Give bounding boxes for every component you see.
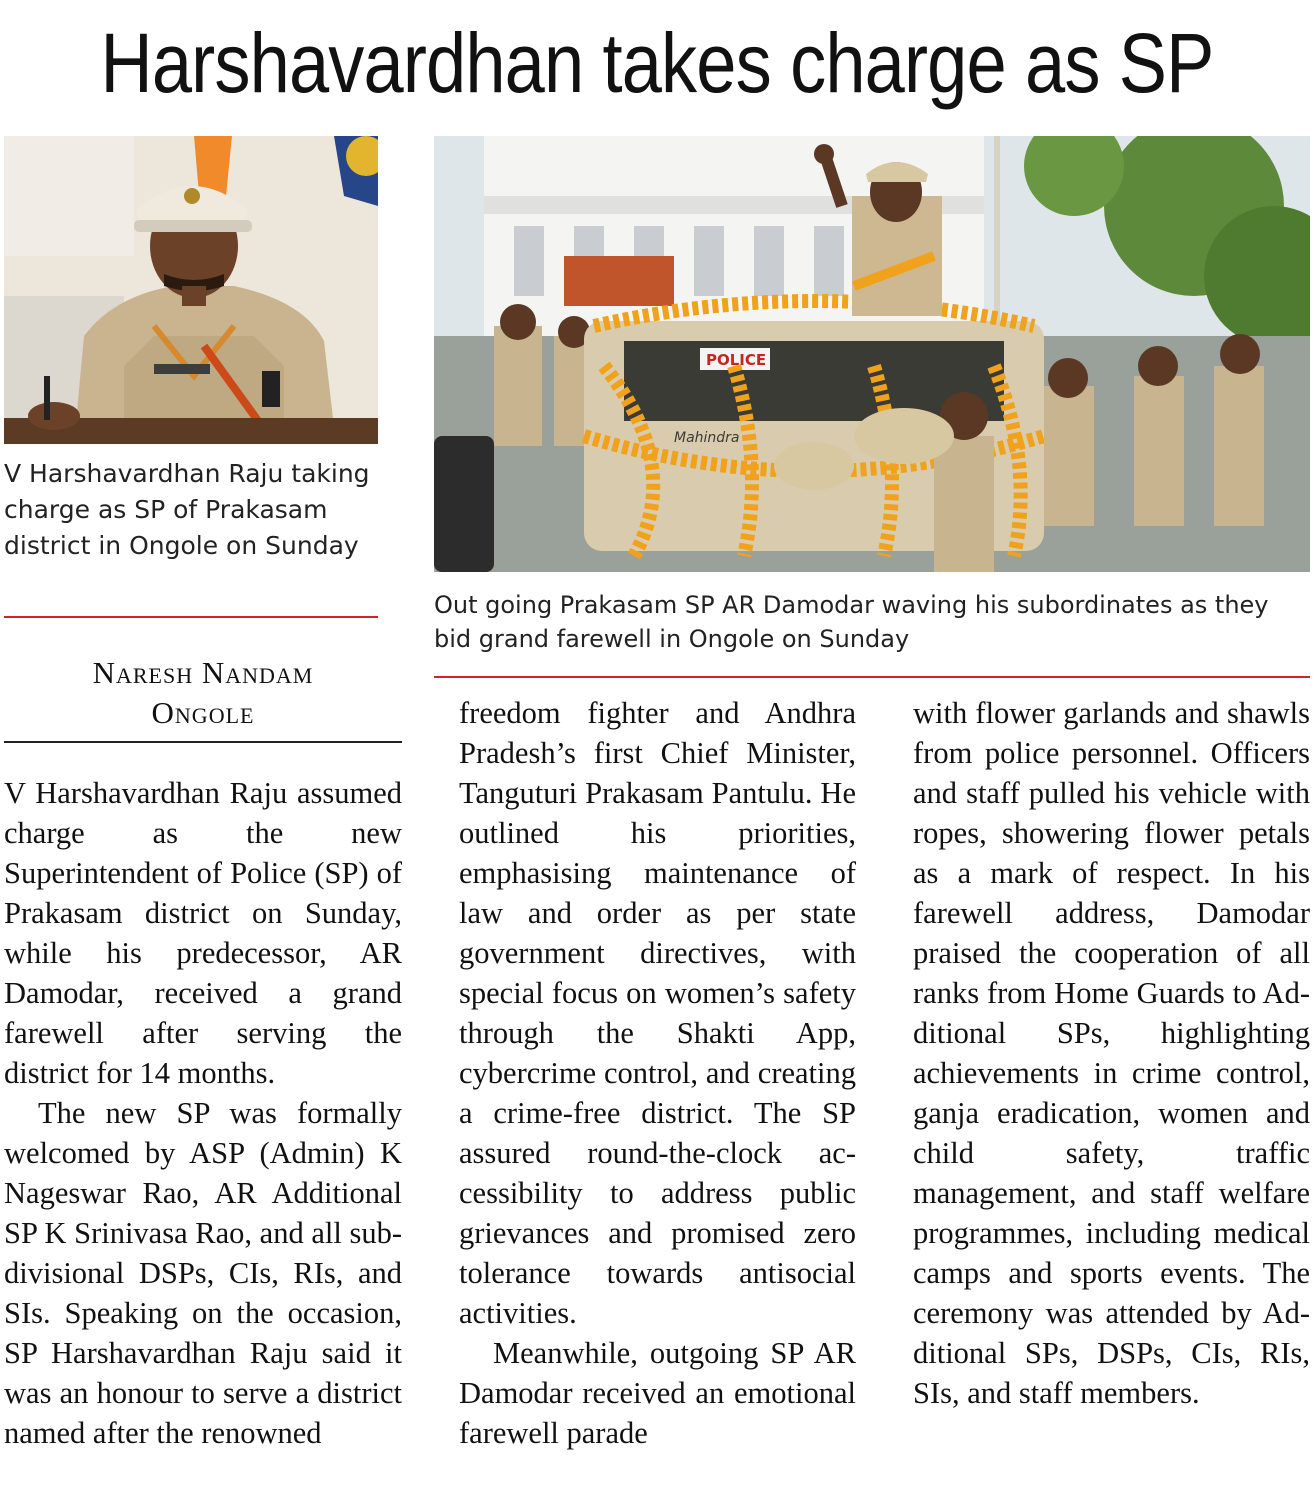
- photo-farewell-illustration: [434, 136, 1310, 572]
- article-paragraph: Meanwhile, outgoing SP AR Damodar received an emotional farewell parade: [459, 1336, 856, 1450]
- photo-new-sp-illustration: [4, 136, 378, 444]
- article-column-3: [913, 693, 1310, 1413]
- vehicle-police-sign: POLICE: [706, 351, 767, 369]
- article-paragraph: freedom fighter and Andhra Pradesh’s first Chief Minister, Tanguturi Prakasam Pantulu. He outlined his priorities, emphasising maintenance of law and order as per state government directives, with special focus on women’s safety through the Shakti App, cybercrime control, and creating a crime-free district. The SP assured round-the-clock accessibility to address public grievances and promised zero tolerance towards antisocial activities.: [459, 696, 856, 1330]
- headline: Harshavardhan takes charge as SP: [100, 16, 1214, 110]
- article-column-2: [459, 693, 856, 1453]
- vehicle-brand: Mahindra: [674, 430, 740, 446]
- caption-divider-right: [434, 676, 1310, 678]
- article-paragraph: V Harshavardhan Raju assumed charge as the new Superintendent of Police (SP) of Prakasam district on Sunday, while his predecessor, AR Damodar, received a grand farewell after serving the district for 14 months.: [4, 776, 402, 1090]
- photo-farewell: [434, 136, 1310, 572]
- photo-new-sp-caption: V Harshavardhan Raju taking charge as SP of Prakasam district in Ongole on Sunday: [4, 459, 370, 560]
- article-paragraph: The new SP was formally welcomed by ASP (Admin) K Nageswar Rao, AR Additional SP K Srinivasa Rao, and all sub-divisional DSPs, CIs, RIs, and SIs. Speaking on the occasion, SP Harshavardhan Raju said it was an honour to serve a district named after the renowned: [4, 1096, 402, 1450]
- byline-author: Naresh Nandam: [92, 655, 314, 690]
- article-paragraph: with flower garlands and shawls from police personnel. Officers and staff pulled his vehicle with ropes, showering flower petals as a mark of respect. In his farewell address, Damodar praised the cooperation of all ranks from Home Guards to Additional SPs, highlighting achievements in crime control, ganja eradication, women and child safety, traffic management, and staff welfare programmes, including medical camps and sports events. The ceremony was attended by Additional SPs, DSPs, CIs, RIs, SIs, and staff members.: [913, 696, 1310, 1410]
- caption-divider-left: [4, 616, 378, 618]
- photo-new-sp: [4, 136, 378, 444]
- byline-divider: [4, 741, 402, 743]
- byline-place: Ongole: [151, 695, 255, 730]
- photo-farewell-caption: Out going Prakasam SP AR Damodar waving his subordinates as they bid grand farewell in Ongole on Sunday: [434, 591, 1269, 653]
- article-column-1: [4, 773, 402, 1453]
